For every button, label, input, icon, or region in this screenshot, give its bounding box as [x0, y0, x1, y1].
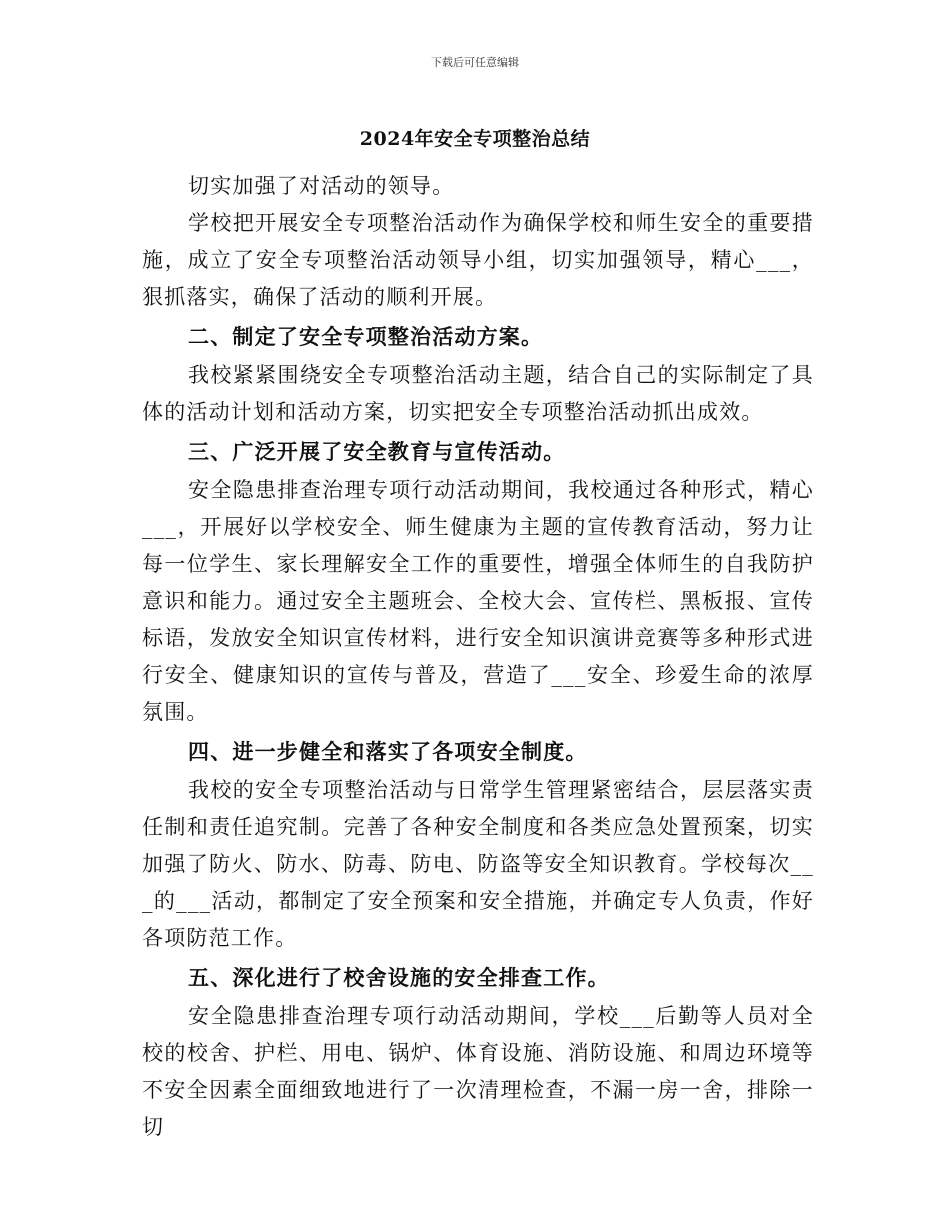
page-header-note: 下载后可任意编辑 — [431, 56, 519, 69]
paragraph: 学校把开展安全专项整治活动作为确保学校和师生安全的重要措施，成立了安全专项整治活动领导小组，切实加强领导，精心___，狠抓落实，确保了活动的顺利开展。 — [142, 211, 814, 309]
section-heading: 二、制定了安全专项整治活动方案。 — [188, 324, 544, 349]
paragraph: 我校的安全专项整治活动与日常学生管理紧密结合，层层落实责任制和责任追究制。完善了各种安全制度和各类应急处置预案，切实加强了防火、防水、防毒、防电、防盗等安全知识教育。学校每次___的___活动，都制定了安全预案和安全措施，并确定专人负责，作好各项防范工作。 — [142, 778, 814, 950]
section-heading: 三、广泛开展了安全教育与宣传活动。 — [188, 439, 566, 464]
paragraph: 切实加强了对活动的领导。 — [188, 174, 455, 198]
section-heading: 四、进一步健全和落实了各项安全制度。 — [188, 739, 588, 764]
paragraph: 安全隐患排查治理专项行动活动期间，我校通过各种形式，精心___，开展好以学校安全、师生健康为主题的宣传教育活动，努力让每一位学生、家长理解安全工作的重要性，增强全体师生的自我防护意识和能力。通过安全主题班会、全校大会、宣传栏、黑板报、宣传标语，发放安全知识宣传材料，进行安全知识演讲竞赛等多种形式进行安全、健康知识的宣传与普及，营造了___安全、珍爱生命的浓厚氛围。 — [142, 478, 814, 724]
section-heading: 五、深化进行了校舍设施的安全排查工作。 — [188, 965, 610, 990]
document-body — [142, 168, 814, 1146]
paragraph: 安全隐患排查治理专项行动活动期间，学校___后勤等人员对全校的校舍、护栏、用电、锅炉、体育设施、消防设施、和周边环境等不安全因素全面细致地进行了一次清理检查，不漏一房一舍，排除一切 — [142, 1004, 814, 1139]
document-title: 2024年安全专项整治总结 — [359, 128, 591, 150]
paragraph: 我校紧紧围绕安全专项整治活动主题，结合自己的实际制定了具体的活动计划和活动方案，切实把安全专项整治活动抓出成效。 — [142, 363, 814, 424]
